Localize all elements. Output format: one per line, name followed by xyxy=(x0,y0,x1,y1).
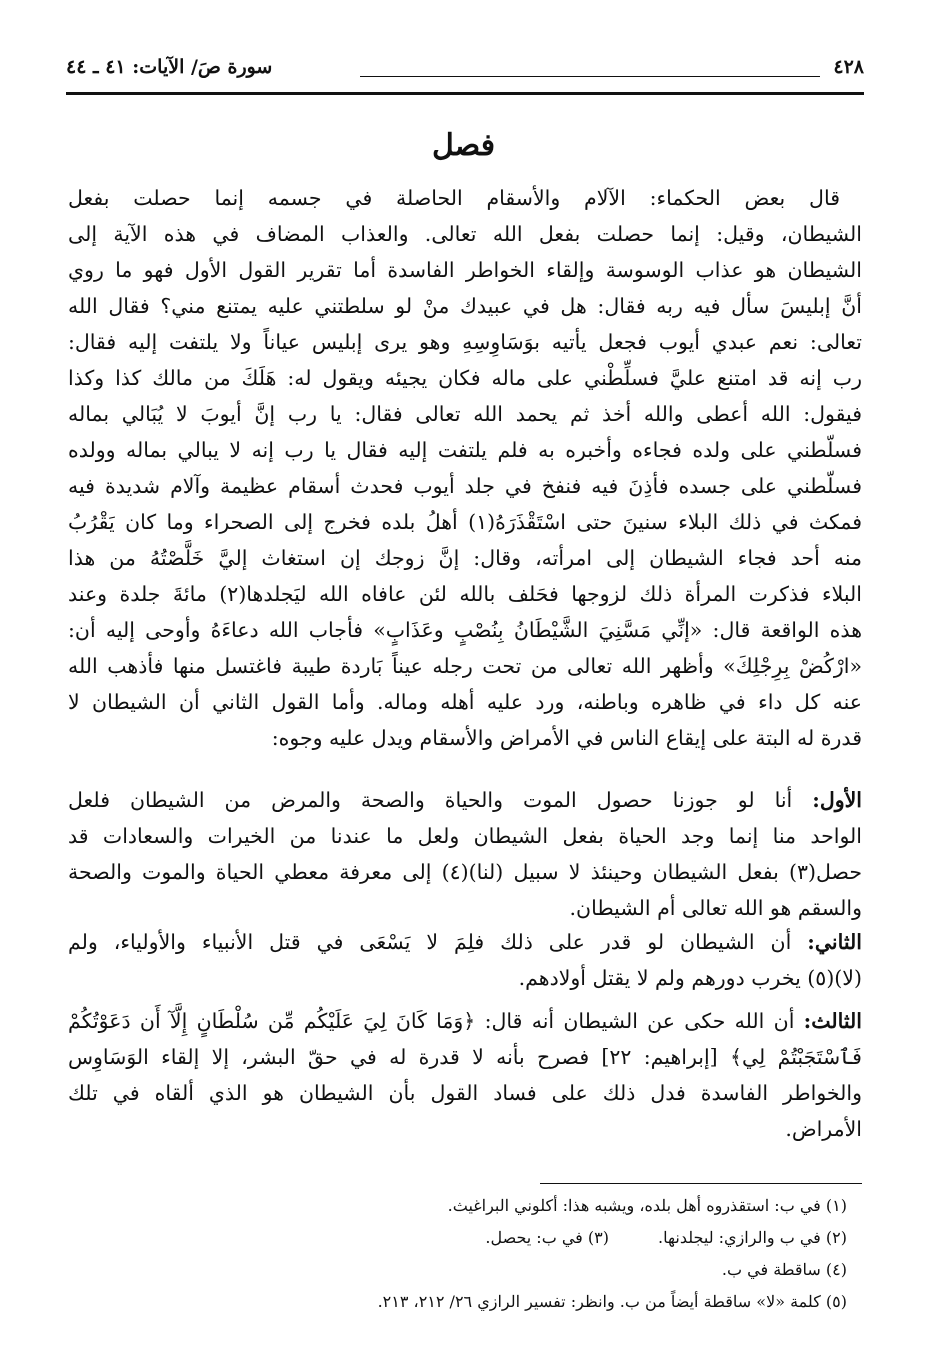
running-title: سورة صَ/ الآيات: ٤١ ـ ٤٤ xyxy=(66,56,273,78)
text-line: قدرة له البتة على إيقاع الناس في الأمراض والأسقام ويدل عليه وجوه: xyxy=(271,726,862,750)
point-lead: الأول: xyxy=(812,788,862,812)
running-header xyxy=(66,56,864,86)
header-dash xyxy=(360,76,820,77)
text-line: فسلّطني على ولده فجاءه وأخبره به فلم يلتفت إليه فقال يا رب إنه لا يبالي بماله وولده xyxy=(68,438,862,462)
footnote-2: (٢) في ب والرازي: ليجلدنها. xyxy=(658,1228,847,1247)
text-line: الواحد منا إنما وجد الحياة بفعل الشيطان ولعل ما عندنا من الخيرات والسعادات قد xyxy=(68,824,862,848)
text-line: والسقم هو الله تعالى أم الشيطان. xyxy=(569,896,862,920)
text-line: أنَّ إبليسَ سأل فيه ربه فقال: هل في عبيدك منْ لو سلطتني عليه يمتنع مني؟ فقال الله xyxy=(68,294,862,318)
section-title: فصل xyxy=(431,128,496,163)
text-line: أنا لو جوزنا حصول الموت والحياة والصحة والمرض من الشيطان فلعل xyxy=(68,788,813,812)
text-line: أن الشيطان لو قدر على ذلك فلِمَ لا يَسْعَى في قتل الأنبياء والأولياء، ولم xyxy=(68,930,808,954)
text-line: والخواطر الفاسدة فدل ذلك على فساد القول بأن الشيطان هو الذي ألقاه في تلك xyxy=(68,1081,862,1105)
text-line: الشيطان، وقيل: إنما حصلت بفعل الله تعالى. والعذاب المضاف في هذه الآية إلى xyxy=(68,222,862,246)
paragraph-2 xyxy=(68,782,862,926)
header-rule xyxy=(66,92,864,95)
text-line: الشيطان هو عذاب الوسوسة وإلقاء الخواطر الفاسدة أما تقرير القول الأول فهو ما روي xyxy=(68,258,862,282)
text-line: قال بعض الحكماء: الآلام والأسقام الحاصلة في جسمه إنما حصلت بفعل xyxy=(68,186,840,210)
text-line: البلاء فذكرت المرأة ذلك لزوجها فحَلف بالله لئن عافاه الله ليَجلدها(٢) مائةَ جلدة وعند xyxy=(68,582,862,606)
footnote-1: (١) في ب: استقذروه أهل بلده، ويشبه هذا: أكلوني البراغيث. xyxy=(447,1196,847,1215)
paragraph-4 xyxy=(68,1003,862,1147)
footnote-3: (٣) في ب: يحصل. xyxy=(485,1228,609,1247)
text-line: رب إنه قد امتنع عليَّ فسلِّطْني على ماله فكان يجيئه ويقول له: هَلَكَ من مالك كذا وكذا xyxy=(68,366,862,390)
text-line: فيقول: الله أعطى والله أخذ ثم يحمد الله تعالى فقال: يا رب إنَّ أيوبَ لا يُبَالي بماله xyxy=(68,402,862,426)
footnote-5: (٥) كلمة «لا» ساقطة أيضاً من ب. وانظر: تفسير الرازي ٢٦/ ٢١٢، ٢١٣. xyxy=(377,1292,847,1311)
text-line: منه أحد فجاء الشيطان إلى امرأته، وقال: إنَّ زوجك إن استغاث إليَّ خَلَّصْتُهُ من هذا xyxy=(68,546,862,570)
footnote-rule xyxy=(540,1183,862,1184)
text-line: (لا)(٥) يخرب دورهم ولم لا يقتل أولادهم. xyxy=(518,966,862,990)
point-lead: الثالث: xyxy=(803,1009,862,1033)
text-line: فمكث في ذلك البلاء سنينَ حتى اسْتَقْذَرَهُ(١) أهلُ بلده فخرج إلى الصحراء وما كان يَقْرُبُ xyxy=(68,510,862,534)
page-number: ٤٢٨ xyxy=(833,56,864,78)
text-line: فَٱسْتَجَبْتُمْ لِي﴾ [إبراهيم: ٢٢] فصرح بأنه لا قدرة له في حقّ البشر، إلا إلقاء الوَسَاوِس xyxy=(68,1045,862,1069)
text-line: هذه الواقعة قال: «إنِّي مَسَّنِيَ الشَّيْطَانُ بِنُصْبٍ وعَذَابٍ» فأجاب الله دعاءَهُ وأوحى إليه أن: xyxy=(68,618,862,642)
point-lead: الثاني: xyxy=(807,930,862,954)
text-line: «ارْكُضْ بِرِجْلِكَ» وأظهر الله تعالى من تحت رجله عيناً بَاردة طيبة فاغتسل منها فأذهب الله xyxy=(68,654,862,678)
paragraph-1 xyxy=(68,180,862,756)
paragraph-3 xyxy=(68,924,862,996)
text-line: حصل(٣) بفعل الشيطان وحينئذ لا سبيل (لنا)(٤) إلى معرفة معطي الحياة والموت والصحة xyxy=(68,860,862,884)
footnote-4: (٤) ساقطة في ب. xyxy=(721,1260,847,1279)
text-line: الأمراض. xyxy=(785,1117,862,1141)
text-line: فسلّطني على جسده فأذِنَ فيه فنفخ في جلد أيوب فحدث أسقام عظيمة وآلام شديدة فيه xyxy=(68,474,862,498)
text-line: تعالى: نعم عبدي أيوب فجعل يأتيه بوَسَاوِسِهِ وهو يرى إبليس عياناً ولا يلتفت إليه فقال: xyxy=(68,330,862,354)
text-line: أن الله حكى عن الشيطان أنه قال: ﴿وَمَا كَانَ لِيَ عَلَيْكُم مِّن سُلْطَانٍ إِلَّآ أَن دَعَوْتُكُمْ xyxy=(68,1009,804,1033)
text-line: عنه كل داء في ظاهره وباطنه، ورد عليه أهله وماله. وأما القول الثاني أن الشيطان لا xyxy=(68,690,862,714)
